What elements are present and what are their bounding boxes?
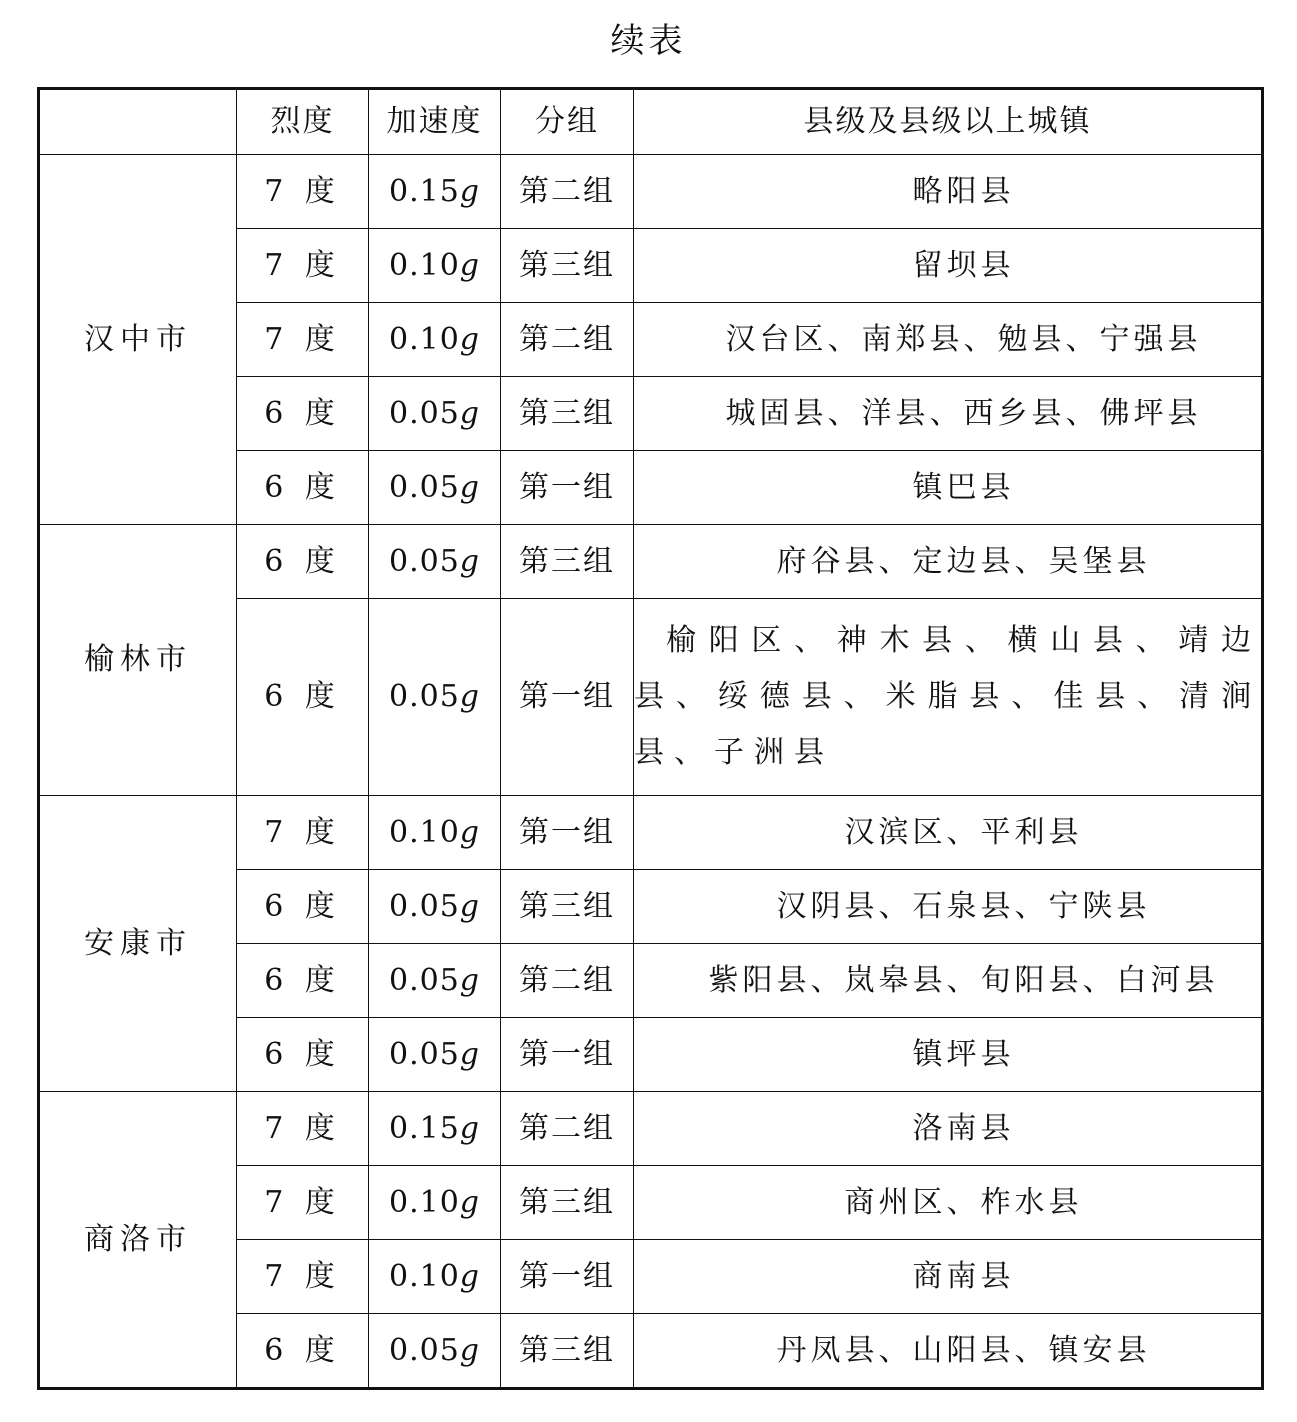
acceleration-unit: g (459, 543, 480, 579)
header-city (39, 89, 237, 155)
intensity-cell: 6 度 (237, 377, 369, 451)
acceleration-cell (369, 1240, 501, 1314)
group-cell: 第二组 (501, 944, 634, 1018)
intensity-cell: 7 度 (237, 229, 369, 303)
acceleration-unit: g (459, 1258, 480, 1294)
acceleration-unit: g (459, 1332, 480, 1368)
city-name-cell: 榆林市 (39, 525, 237, 796)
towns-cell (634, 796, 1263, 870)
city-name-cell: 商洛市 (39, 1092, 237, 1389)
towns-cell (634, 1314, 1263, 1389)
intensity-cell: 7 度 (237, 1092, 369, 1166)
acceleration-cell (369, 1166, 501, 1240)
towns-text: 汉阴县、石泉县、宁陕县 (776, 888, 1151, 924)
towns-text: 略阳县 (912, 173, 1015, 209)
acceleration-unit: g (459, 888, 480, 924)
table-body (39, 155, 1263, 1389)
group-cell: 第三组 (501, 377, 634, 451)
group-cell: 第一组 (501, 1018, 634, 1092)
towns-text: 丹凤县、山阳县、镇安县 (776, 1332, 1151, 1368)
intensity-cell: 6 度 (237, 599, 369, 796)
acceleration-cell (369, 1314, 501, 1389)
page-title: 续表 (610, 21, 687, 61)
towns-cell (634, 525, 1263, 599)
acceleration-value: 0.05 (388, 888, 460, 924)
towns-cell (634, 870, 1263, 944)
acceleration-unit: g (459, 1036, 480, 1072)
acceleration-value: 0.10 (388, 321, 460, 357)
acceleration-value: 0.10 (388, 1184, 460, 1220)
intensity-cell: 7 度 (237, 1240, 369, 1314)
group-cell: 第一组 (501, 1240, 634, 1314)
acceleration-value: 0.05 (388, 395, 460, 431)
acceleration-cell (369, 796, 501, 870)
acceleration-unit: g (459, 679, 480, 714)
table-row (39, 796, 1263, 870)
towns-cell (634, 229, 1263, 303)
towns-cell (634, 303, 1263, 377)
acceleration-unit: g (459, 1110, 480, 1146)
towns-text: 汉台区、南郑县、勉县、宁强县 (725, 321, 1202, 357)
acceleration-unit: g (459, 1184, 480, 1220)
acceleration-cell (369, 1018, 501, 1092)
acceleration-value: 0.15 (388, 1110, 460, 1146)
seismic-zoning-table (37, 87, 1264, 1390)
group-cell: 第三组 (501, 525, 634, 599)
towns-text: 紫阳县、岚皋县、旬阳县、白河县 (708, 962, 1219, 998)
header-group: 分组 (501, 89, 634, 155)
group-cell: 第一组 (501, 599, 634, 796)
towns-cell (634, 155, 1263, 229)
acceleration-cell (369, 377, 501, 451)
acceleration-cell (369, 944, 501, 1018)
acceleration-unit: g (459, 962, 480, 998)
intensity-cell: 7 度 (237, 303, 369, 377)
group-cell: 第三组 (501, 1166, 634, 1240)
city-name-cell: 汉中市 (39, 155, 237, 525)
towns-text: 商州区、柞水县 (844, 1184, 1083, 1220)
acceleration-unit: g (459, 469, 480, 505)
acceleration-value: 0.05 (388, 543, 460, 579)
acceleration-value: 0.10 (388, 247, 460, 283)
intensity-cell: 6 度 (237, 944, 369, 1018)
acceleration-unit: g (459, 247, 480, 283)
acceleration-value: 0.10 (388, 1258, 460, 1294)
acceleration-cell (369, 599, 501, 796)
intensity-cell: 6 度 (237, 1018, 369, 1092)
acceleration-value: 0.05 (388, 469, 460, 505)
towns-text: 洛南县 (912, 1110, 1015, 1146)
towns-cell (634, 1166, 1263, 1240)
group-cell: 第二组 (501, 303, 634, 377)
acceleration-value: 0.10 (388, 814, 460, 850)
intensity-cell: 6 度 (237, 1314, 369, 1389)
towns-text: 府谷县、定边县、吴堡县 (776, 543, 1151, 579)
header-row (39, 89, 1263, 155)
towns-text: 商南县 (912, 1258, 1015, 1294)
intensity-cell: 7 度 (237, 155, 369, 229)
intensity-cell: 6 度 (237, 451, 369, 525)
table-row (39, 155, 1263, 229)
group-cell: 第三组 (501, 870, 634, 944)
intensity-cell: 6 度 (237, 525, 369, 599)
towns-cell (634, 599, 1263, 796)
acceleration-unit: g (459, 173, 480, 209)
header-acceleration: 加速度 (369, 89, 501, 155)
acceleration-value: 0.05 (388, 962, 460, 998)
group-cell: 第一组 (501, 451, 634, 525)
acceleration-cell (369, 155, 501, 229)
towns-text: 城固县、洋县、西乡县、佛坪县 (725, 395, 1202, 431)
towns-cell (634, 1092, 1263, 1166)
intensity-cell: 7 度 (237, 1166, 369, 1240)
header-intensity: 烈度 (237, 89, 369, 155)
towns-text: 镇坪县 (912, 1036, 1015, 1072)
intensity-cell: 7 度 (237, 796, 369, 870)
group-cell: 第三组 (501, 1314, 634, 1389)
intensity-cell: 6 度 (237, 870, 369, 944)
acceleration-unit: g (459, 321, 480, 357)
city-name-cell: 安康市 (39, 796, 237, 1092)
header-towns: 县级及县级以上城镇 (634, 89, 1263, 155)
group-cell: 第三组 (501, 229, 634, 303)
acceleration-unit: g (459, 395, 480, 431)
acceleration-cell (369, 525, 501, 599)
table-header (39, 89, 1263, 155)
towns-cell (634, 944, 1263, 1018)
acceleration-cell (369, 1092, 501, 1166)
acceleration-value: 0.05 (388, 679, 460, 714)
acceleration-cell (369, 229, 501, 303)
towns-text: 榆阳区、神木县、横山县、靖边县、绥德县、米脂县、佳县、清涧县、子洲县 (634, 623, 1261, 770)
table-row (39, 1092, 1263, 1166)
acceleration-unit: g (459, 814, 480, 850)
acceleration-cell (369, 303, 501, 377)
table-row (39, 525, 1263, 599)
towns-cell (634, 1018, 1263, 1092)
towns-cell (634, 1240, 1263, 1314)
acceleration-value: 0.05 (388, 1332, 460, 1368)
acceleration-cell (369, 870, 501, 944)
towns-cell (634, 377, 1263, 451)
group-cell: 第一组 (501, 796, 634, 870)
group-cell: 第二组 (501, 155, 634, 229)
towns-cell (634, 451, 1263, 525)
group-cell: 第二组 (501, 1092, 634, 1166)
towns-text: 留坝县 (912, 247, 1015, 283)
acceleration-value: 0.05 (388, 1036, 460, 1072)
towns-text: 汉滨区、平利县 (844, 814, 1083, 850)
acceleration-cell (369, 451, 501, 525)
towns-text: 镇巴县 (912, 469, 1015, 505)
acceleration-value: 0.15 (388, 173, 460, 209)
